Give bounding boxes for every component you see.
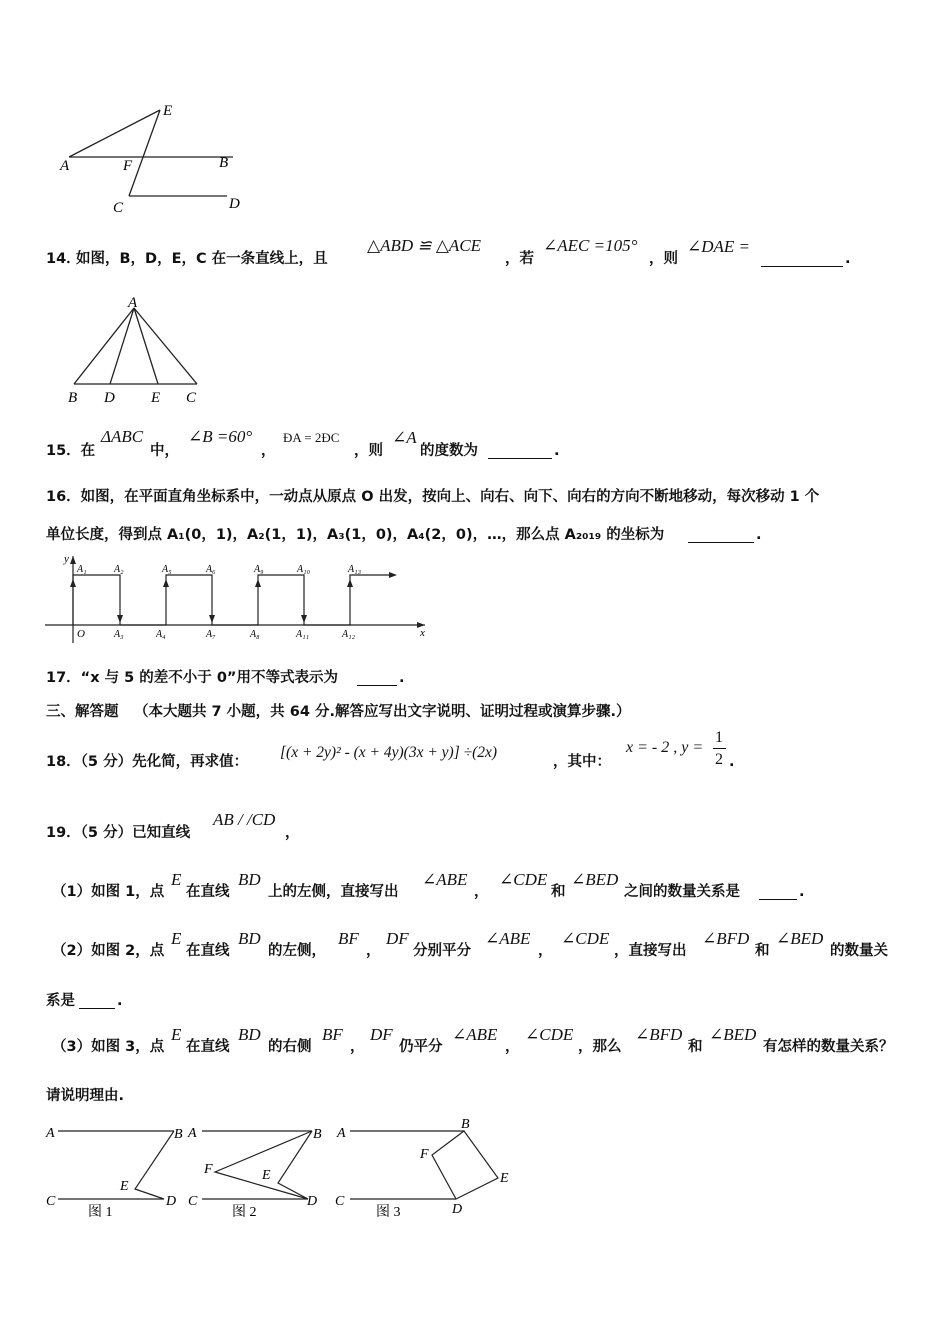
q19-p2-math-df: DF bbox=[386, 929, 409, 948]
figure-q16 bbox=[40, 548, 440, 648]
q19-p1-period: . bbox=[799, 884, 805, 900]
q16-line-1: 16．如图，在平面直角坐标系中，一动点从原点 O 出发，按向上、向右、向下、向右的方向不断地移动，每次移动 1 个 bbox=[46, 489, 820, 505]
q18-text: ，其中： bbox=[553, 754, 611, 770]
q14-period: . bbox=[845, 251, 851, 267]
q19-p1-math-abe: ∠ABE bbox=[422, 870, 468, 889]
q19-p3-text-c: 的右侧 bbox=[268, 1039, 312, 1055]
label-a: A bbox=[128, 295, 138, 311]
q19-p2-text-d: ， bbox=[366, 943, 381, 959]
point-a13: A₁₃ bbox=[348, 564, 362, 575]
q15-text-1: 中， bbox=[150, 443, 179, 459]
q15-math-2: ∠B =60° bbox=[188, 427, 253, 446]
q19-p2-text-i: 的数量关 bbox=[830, 943, 888, 959]
q19-p2-math-abe: ∠ABE bbox=[485, 929, 531, 948]
fig1-label-d: D bbox=[166, 1194, 177, 1209]
q19-p3-text-f: ， bbox=[505, 1039, 520, 1055]
axis-x-label: x bbox=[420, 627, 425, 639]
q19-p3-math-bf: BF bbox=[322, 1025, 343, 1044]
figure-q14 bbox=[62, 292, 212, 407]
q17-answer-blank[interactable] bbox=[357, 671, 397, 686]
point-a8: A₈ bbox=[250, 629, 260, 640]
q18-number: 18．（5 分）先化简，再求值： bbox=[46, 754, 249, 770]
label-b: B bbox=[219, 155, 229, 171]
fig3-label-f: F bbox=[420, 1147, 429, 1162]
q19-p2-text-c: 的左侧， bbox=[268, 943, 326, 959]
q19-p2-text-f: ， bbox=[538, 943, 553, 959]
q19-p3-math-cde: ∠CDE bbox=[525, 1025, 574, 1044]
q18-period: . bbox=[729, 754, 735, 770]
q19-p1-text-c: 上的左侧，直接写出 bbox=[268, 884, 399, 900]
q15-answer-blank[interactable] bbox=[488, 444, 552, 459]
section-3-description: （本大题共 7 小题，共 64 分.解答应写出文字说明、证明过程或演算步骤.） bbox=[134, 704, 631, 720]
q16-line-2: 单位长度，得到点 A₁(0，1)，A₂(1，1)，A₃(1，0)，A₄(2，0)，…，那么点 A₂₀₁₉ 的坐标为 bbox=[46, 527, 665, 543]
q19-p3-text-b: 在直线 bbox=[186, 1039, 230, 1055]
q14-math-1: △ABD ≌ △ACE bbox=[367, 236, 482, 255]
fig2-label-b: B bbox=[313, 1127, 322, 1142]
q18-condition: x = - 2 , y = bbox=[626, 739, 704, 756]
fig3-label-b: B bbox=[461, 1117, 470, 1132]
q14-text-1: 如图，B，D，E，C 在一条直线上，且 bbox=[76, 251, 328, 267]
point-a10: A₁₀ bbox=[297, 564, 311, 575]
q19-p2-math-bd: BD bbox=[238, 929, 261, 948]
fig3-label-c: C bbox=[335, 1194, 345, 1209]
figures-q19 bbox=[40, 1115, 530, 1225]
q19-p3-math-bed: ∠BED bbox=[709, 1025, 757, 1044]
q19-p1-answer-blank[interactable] bbox=[759, 885, 797, 900]
q19-p3-text-i: 有怎样的数量关系？ bbox=[763, 1039, 894, 1055]
q19-comma: ， bbox=[285, 825, 300, 841]
label-d: D bbox=[229, 196, 240, 212]
q15-text-4: 的度数为 bbox=[420, 443, 478, 459]
q18-fraction-bar bbox=[713, 748, 726, 749]
q15-math-1: ΔABC bbox=[101, 427, 144, 446]
q18-fraction-denominator: 2 bbox=[715, 751, 723, 768]
q19-p2-math-bf: BF bbox=[338, 929, 359, 948]
q19-number: 19．（5 分）已知直线 bbox=[46, 825, 191, 841]
q15-period: . bbox=[554, 443, 560, 459]
fig1-label-c: C bbox=[46, 1194, 56, 1209]
q19-p1-text-d: ， bbox=[474, 884, 489, 900]
q19-p3-text-g: ，那么 bbox=[578, 1039, 622, 1055]
figure-q13 bbox=[55, 100, 255, 215]
fig3-label-d: D bbox=[452, 1202, 463, 1217]
fig3-label-a: A bbox=[337, 1126, 346, 1141]
fig1-label-e: E bbox=[120, 1179, 129, 1194]
q19-p2-math-e: E bbox=[171, 929, 182, 948]
q19-p3-text-h: 和 bbox=[688, 1039, 703, 1055]
q19-p2-math-bed: ∠BED bbox=[776, 929, 824, 948]
label-f: F bbox=[123, 158, 133, 174]
label-e: E bbox=[151, 390, 161, 406]
fig1-label-b: B bbox=[174, 1127, 183, 1142]
q19-p2-text-a: （2）如图 2，点 bbox=[52, 943, 165, 959]
q15-text-2: ， bbox=[261, 443, 276, 459]
label-e: E bbox=[163, 103, 173, 119]
q15-math-3: ÐA = 2ÐC bbox=[283, 430, 340, 445]
q19-p3-math-bd: BD bbox=[238, 1025, 261, 1044]
fig2-label-a: A bbox=[188, 1126, 197, 1141]
q19-math: AB / /CD bbox=[213, 810, 276, 829]
q19-p2-math-bfd: ∠BFD bbox=[702, 929, 750, 948]
q14-text-3: ，则 bbox=[649, 251, 678, 267]
q19-p1-text-b: 在直线 bbox=[186, 884, 230, 900]
q19-p2-text-b: 在直线 bbox=[186, 943, 230, 959]
q19-p2-text-continued: 系是 bbox=[46, 993, 75, 1009]
fig2-label-d: D bbox=[307, 1194, 318, 1209]
q16-answer-blank[interactable] bbox=[688, 528, 754, 543]
q14-text-2: ，若 bbox=[505, 251, 534, 267]
q19-p1-text-f: 之间的数量关系是 bbox=[624, 884, 740, 900]
q19-p3-math-abe: ∠ABE bbox=[452, 1025, 498, 1044]
label-c: C bbox=[186, 390, 197, 406]
q19-p2-text-g: ，直接写出 bbox=[614, 943, 687, 959]
section-3-title: 三、解答题 bbox=[46, 704, 119, 720]
q14-math-2: ∠AEC =105° bbox=[543, 236, 638, 255]
point-a3: A₃ bbox=[114, 629, 124, 640]
point-a5: A₅ bbox=[162, 564, 172, 575]
point-a2: A₂ bbox=[114, 564, 124, 575]
q19-p2-text-e: 分别平分 bbox=[413, 943, 471, 959]
q15-number: 15．在 bbox=[46, 443, 96, 459]
q19-p3-text-continued: 请说明理由. bbox=[46, 1088, 125, 1104]
q19-p2-math-cde: ∠CDE bbox=[561, 929, 610, 948]
q19-p3-math-bfd: ∠BFD bbox=[635, 1025, 683, 1044]
point-a7: A₇ bbox=[206, 629, 216, 640]
fig3-caption: 图 3 bbox=[376, 1205, 401, 1220]
fig2-caption: 图 2 bbox=[232, 1205, 257, 1220]
q17-period: . bbox=[399, 670, 405, 686]
point-a9: A₉ bbox=[254, 564, 264, 575]
fig3-label-e: E bbox=[500, 1171, 509, 1186]
point-a11: A₁₁ bbox=[296, 629, 310, 640]
q15-text-3: ，则 bbox=[354, 443, 383, 459]
axis-y-label: y bbox=[64, 553, 69, 565]
q19-p3-text-a: （3）如图 3，点 bbox=[52, 1039, 165, 1055]
q16-period: . bbox=[756, 527, 762, 543]
point-a1: A₁ bbox=[77, 564, 87, 575]
q19-p3-math-e: E bbox=[171, 1025, 182, 1044]
q14-number: 14． bbox=[46, 251, 81, 267]
q18-fraction-numerator: 1 bbox=[715, 729, 723, 746]
q19-p2-answer-blank[interactable] bbox=[79, 994, 115, 1009]
label-b: B bbox=[68, 390, 78, 406]
q14-answer-blank[interactable] bbox=[761, 252, 843, 267]
q19-p3-text-e: 仍平分 bbox=[399, 1039, 443, 1055]
label-a: A bbox=[60, 158, 70, 174]
q19-p1-text-a: （1）如图 1，点 bbox=[52, 884, 165, 900]
q19-p3-text-d: ， bbox=[350, 1039, 365, 1055]
label-c: C bbox=[113, 200, 124, 215]
origin-label: O bbox=[77, 628, 85, 640]
q14-math-3: ∠DAE = bbox=[687, 237, 751, 256]
q19-p1-math-bed: ∠BED bbox=[571, 870, 619, 889]
q19-p2-period: . bbox=[117, 993, 123, 1009]
point-a6: A₆ bbox=[206, 564, 216, 575]
q19-p1-math-e: E bbox=[171, 870, 182, 889]
q19-p1-math-cde: ∠CDE bbox=[499, 870, 548, 889]
q18-expression: [(x + 2y)² - (x + 4y)(3x + y)] ÷(2x) bbox=[280, 744, 498, 761]
q19-p3-math-df: DF bbox=[370, 1025, 393, 1044]
q19-p1-math-bd: BD bbox=[238, 870, 261, 889]
fig2-label-c: C bbox=[188, 1194, 198, 1209]
q17-text: 17．“x 与 5 的差不小于 0”用不等式表示为 bbox=[46, 670, 338, 686]
point-a12: A₁₂ bbox=[342, 629, 356, 640]
fig1-caption: 图 1 bbox=[88, 1205, 113, 1220]
fig1-label-a: A bbox=[46, 1126, 55, 1141]
q19-p2-text-h: 和 bbox=[755, 943, 770, 959]
fig2-label-f: F bbox=[204, 1162, 213, 1177]
q19-p1-text-e: 和 bbox=[551, 884, 566, 900]
fig2-label-e: E bbox=[262, 1168, 271, 1183]
point-a4: A₄ bbox=[156, 629, 166, 640]
label-d: D bbox=[104, 390, 115, 406]
q15-math-4: ∠A bbox=[392, 428, 417, 447]
